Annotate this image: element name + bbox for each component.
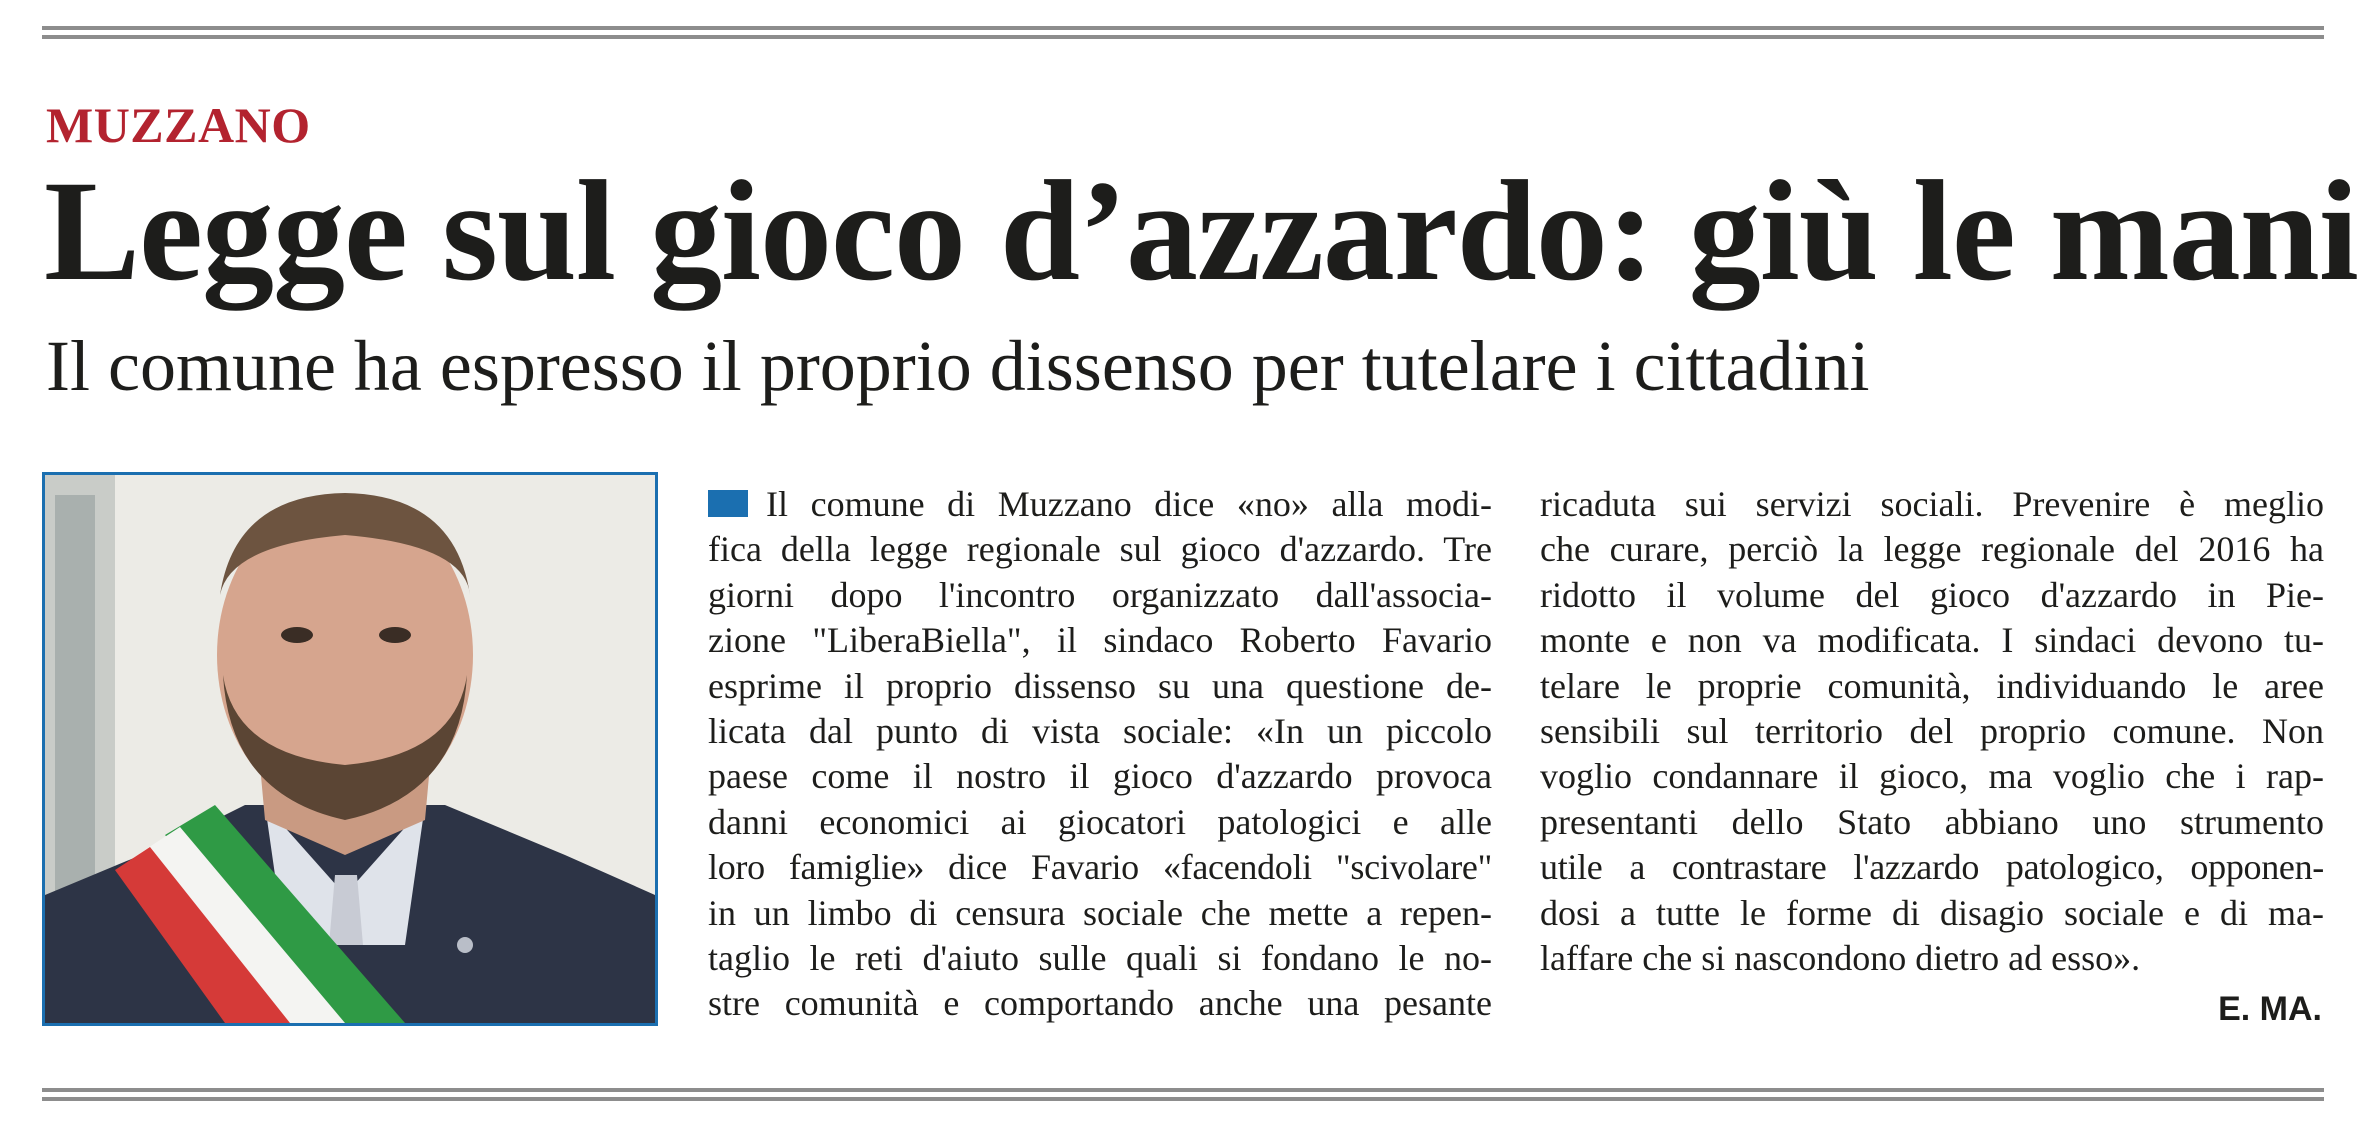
subheadline: Il comune ha espresso il proprio dissenso per tutelare i cittadini: [46, 326, 1870, 406]
article-line: giorni dopo l'incontro organizzato dall'associa-: [708, 574, 1492, 615]
article-line: ricaduta sui servizi sociali. Prevenire è meglio: [1540, 484, 2324, 524]
article-line: in un limbo di censura sociale che mette a repen-: [708, 892, 1492, 933]
article-line: ridotto il volume del gioco d'azzardo in Pie-: [1540, 574, 2324, 615]
article-line: voglio condannare il gioco, ma voglio che i rap-: [1540, 756, 2324, 797]
mayor-photo: [42, 472, 658, 1026]
article-line: taglio le reti d'aiuto sulle quali si fondano le no-: [708, 937, 1492, 978]
article-line: paese come il nostro il gioco d'azzardo provoca: [708, 756, 1492, 797]
article-line: che curare, perciò la legge regionale del 2016 ha: [1540, 529, 2324, 570]
article-line: laffare che si nascondono dietro ad esso».: [1540, 937, 2141, 978]
article-line: zione "LiberaBiella", il sindaco Roberto Favario: [708, 620, 1492, 661]
article-line: loro famiglie» dice Favario «facendoli "scivolare": [708, 847, 1492, 888]
article-line: danni economici ai giocatori patologici e alle: [708, 801, 1492, 842]
article-line: stre comunità e comportando anche una pesante: [708, 983, 1492, 1024]
article-line: dosi a tutte le forme di disagio sociale e di ma-: [1540, 892, 2324, 933]
article-line: presentanti dello Stato abbiano uno strumento: [1540, 801, 2324, 842]
article-line: licata dal punto di vista sociale: «In un piccolo: [708, 710, 1492, 751]
article-line: telare le proprie comunità, individuando le aree: [1540, 665, 2324, 706]
article-line: fica della legge regionale sul gioco d'azzardo. Tre: [708, 529, 1492, 570]
byline: E. MA.: [2218, 990, 2322, 1028]
article-line: Il comune di Muzzano dice «no» alla modi-: [766, 484, 1492, 524]
article-line: utile a contrastare l'azzardo patologico, opponen-: [1540, 847, 2324, 888]
article-column-1: [708, 482, 1492, 1027]
article-column-2: [1540, 482, 2324, 981]
headline: Legge sul gioco d’azzardo: giù le mani: [44, 152, 2358, 311]
article-line: esprime il proprio dissenso su una questione de-: [708, 665, 1492, 706]
section-kicker: MUZZANO: [46, 97, 311, 153]
article-start-square: [708, 490, 748, 517]
bottom-rule: [42, 1088, 2324, 1101]
article-line: sensibili sul territorio del proprio comune. Non: [1540, 710, 2324, 751]
article-line: monte e non va modificata. I sindaci devono tu-: [1540, 620, 2324, 661]
top-rule: [42, 26, 2324, 39]
